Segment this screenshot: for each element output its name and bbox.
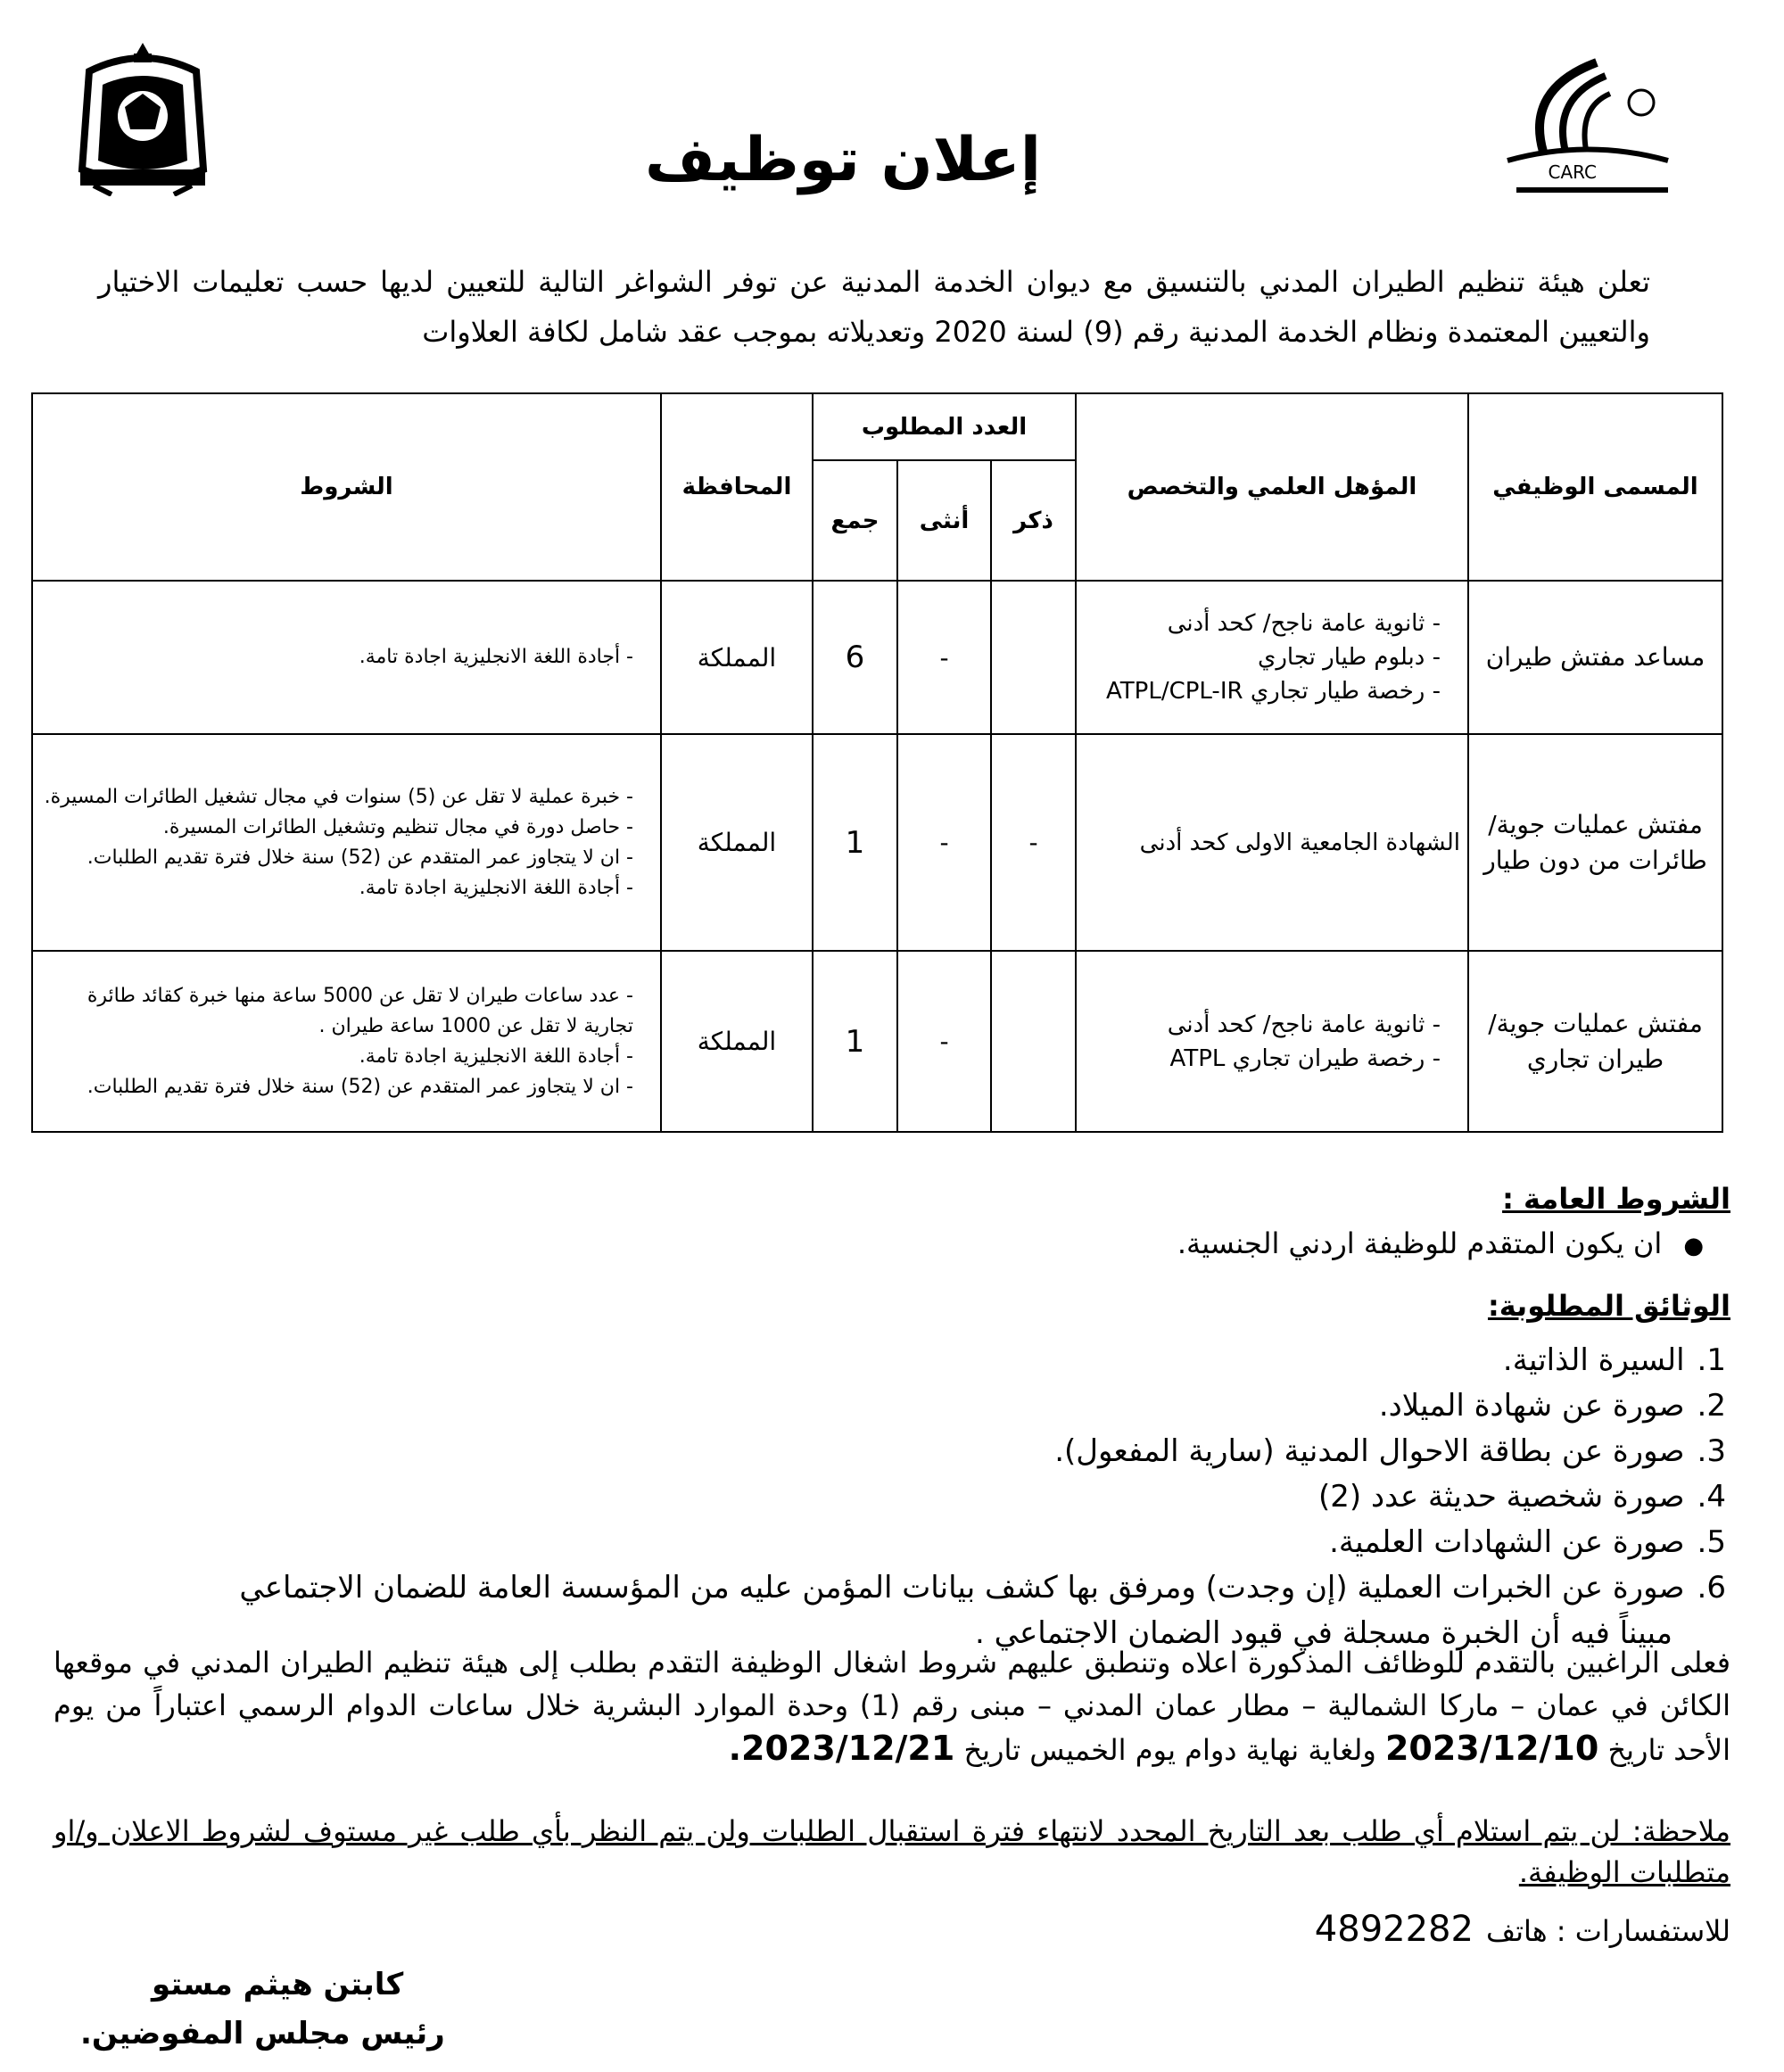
signatory-name: كابتن هيثم مستو [152, 1967, 404, 2002]
total-count: 1 [813, 734, 897, 951]
header-job-title: المسمى الوظيفي [1468, 393, 1722, 581]
conditions-cell [32, 951, 661, 1132]
qualification-item: - ثانوية عامة ناجح/ كحد أدنى [1084, 1008, 1441, 1042]
job-title-cell: مفتش عمليات جوية/طيران تجاري [1468, 951, 1722, 1132]
list-item: 2.صورة عن شهادة الميلاد. [1378, 1388, 1726, 1424]
condition-item: - ان لا يتجاوز عمر المتقدم عن (52) سنة خلال فترة تقديم الطلبات. [40, 1072, 633, 1102]
application-paragraph: فعلى الراغبين بالتقدم للوظائف المذكورة اعلاه وتنطبق عليهم شروط اشغال الوظيفة التقدم بطلب إلى هيئة تنظيم الطيران المدني في موقعها الكائن في عمان – ماركا الشمالية – مطار عمان المدني – مبنى رقم (1) وحدة الموارد البشرية خلال ساعات الدوام الرسمي اعتباراً من يوم الأحد تاريخ 2023/12/10 ولغاية نهاية دوام يوم الخميس تاريخ 2023/12/21. [54, 1646, 1731, 1768]
conditions-cell [32, 734, 661, 951]
qualification-cell [1076, 734, 1468, 951]
qualification-item: الشهادة الجامعية الاولى كحد أدنى [1139, 829, 1460, 856]
qualification-cell [1076, 951, 1468, 1132]
logo-text: CARC [1548, 161, 1597, 183]
list-item: 5.صورة عن الشهادات العلمية. [1329, 1524, 1726, 1560]
female-count: - [897, 734, 991, 951]
end-date: 2023/12/21. [728, 1729, 955, 1768]
qualification-item: - دبلوم طيار تجاري [1084, 640, 1441, 674]
male-count [991, 951, 1076, 1132]
male-count [991, 581, 1076, 734]
table-row [32, 581, 1722, 734]
female-count: - [897, 581, 991, 734]
jobs-table [31, 392, 1723, 1133]
phone-number: 4892282 [1314, 1909, 1474, 1950]
note-paragraph: ملاحظة: لن يتم استلام أي طلب بعد التاريخ المحدد لانتهاء فترة استقبال الطلبات ولن يتم النظر بأي طلب غير مستوف لشروط الاعلان و/او متطلبات الوظيفة. [54, 1814, 1730, 1889]
male-count: - [991, 734, 1076, 951]
female-count: - [897, 951, 991, 1132]
bullet-icon: ● [1683, 1233, 1704, 1259]
list-item: 3.صورة عن بطاقة الاحوال المدنية (سارية المفعول). [1054, 1433, 1726, 1469]
header-qualification: المؤهل العلمي والتخصص [1076, 393, 1468, 581]
table-row [32, 951, 1722, 1132]
condition-item: - حاصل دورة في مجال تنظيم وتشغيل الطائرات المسيرة. [40, 813, 633, 843]
signatory-role: رئيس مجلس المفوضين. [80, 2016, 445, 2051]
condition-item: - ان لا يتجاوز عمر المتقدم عن (52) سنة خلال فترة تقديم الطلبات. [40, 843, 633, 873]
condition-item: - أجادة اللغة الانجليزية اجادة تامة. [40, 1042, 633, 1072]
conditions-cell [32, 581, 661, 734]
qualification-item: - رخصة طيار تجاري ATPL/CPL-IR [1084, 674, 1441, 708]
header-total: جمع [813, 460, 897, 581]
condition-item: - أجادة اللغة الانجليزية اجادة تامة. [40, 873, 633, 904]
header-governorate: المحافظة [661, 393, 813, 581]
table-row [32, 734, 1722, 951]
governorate-cell: المملكة [661, 734, 813, 951]
header-male: ذكر [991, 460, 1076, 581]
start-date: 2023/12/10 [1384, 1729, 1599, 1768]
qualification-cell [1076, 581, 1468, 734]
general-conditions-title: الشروط العامة : [1502, 1182, 1730, 1216]
general-condition-item: ●ان يكون المتقدم للوظيفة اردني الجنسية. [1177, 1226, 1704, 1260]
condition-item: - خبرة عملية لا تقل عن (5) سنوات في مجال تشغيل الطائرات المسيرة. [40, 782, 633, 813]
list-item: 6.صورة عن الخبرات العملية (إن وجدت) ومرفق بها كشف بيانات المؤمن عليه من المؤسسة العامة للضمان الاجتماعي [239, 1570, 1726, 1606]
intro-paragraph: تعلن هيئة تنظيم الطيران المدني بالتنسيق مع ديوان الخدمة المدنية عن توفر الشواغر التالية للتعيين لديها حسب تعليمات الاختيار والتعيين المعتمدة ونظام الخدمة المدنية رقم (9) لسنة 2020 وتعديلاته بموجب عقد شامل لكافة العلاوات [98, 265, 1650, 349]
inquiry-line: للاستفسارات : هاتف4892282 [1314, 1909, 1730, 1950]
list-item-continuation: مبيناً فيه أن الخبرة مسجلة في قيود الضمان الاجتماعي . [975, 1615, 1672, 1651]
list-item: 1.السيرة الذاتية. [1502, 1342, 1726, 1378]
list-item: 4.صورة شخصية حديثة عدد (2) [1317, 1479, 1726, 1515]
documents-list [49, 1338, 1726, 1656]
qualification-item: - رخصة طيران تجاري ATPL [1084, 1042, 1441, 1076]
header-required-count: العدد المطلوب [813, 393, 1076, 460]
documents-title: الوثائق المطلوبة: [1487, 1289, 1730, 1323]
total-count: 6 [813, 581, 897, 734]
job-title-cell: مساعد مفتش طيران [1468, 581, 1722, 734]
governorate-cell: المملكة [661, 581, 813, 734]
total-count: 1 [813, 951, 897, 1132]
header-conditions: الشروط [32, 393, 661, 581]
governorate-cell: المملكة [661, 951, 813, 1132]
condition-item: - أجادة اللغة الانجليزية اجادة تامة. [40, 642, 633, 673]
qualification-item: - ثانوية عامة ناجح/ كحد أدنى [1084, 607, 1441, 640]
job-title-cell: مفتش عمليات جوية/طائرات من دون طيار [1468, 734, 1722, 951]
condition-item: - عدد ساعات طيران لا تقل عن 5000 ساعة منها خبرة كقائد طائرة تجارية لا تقل عن 1000 ساعة طيران . [40, 981, 633, 1042]
page-title: إعلان توظيف [644, 125, 1042, 195]
header-female: أنثى [897, 460, 991, 581]
